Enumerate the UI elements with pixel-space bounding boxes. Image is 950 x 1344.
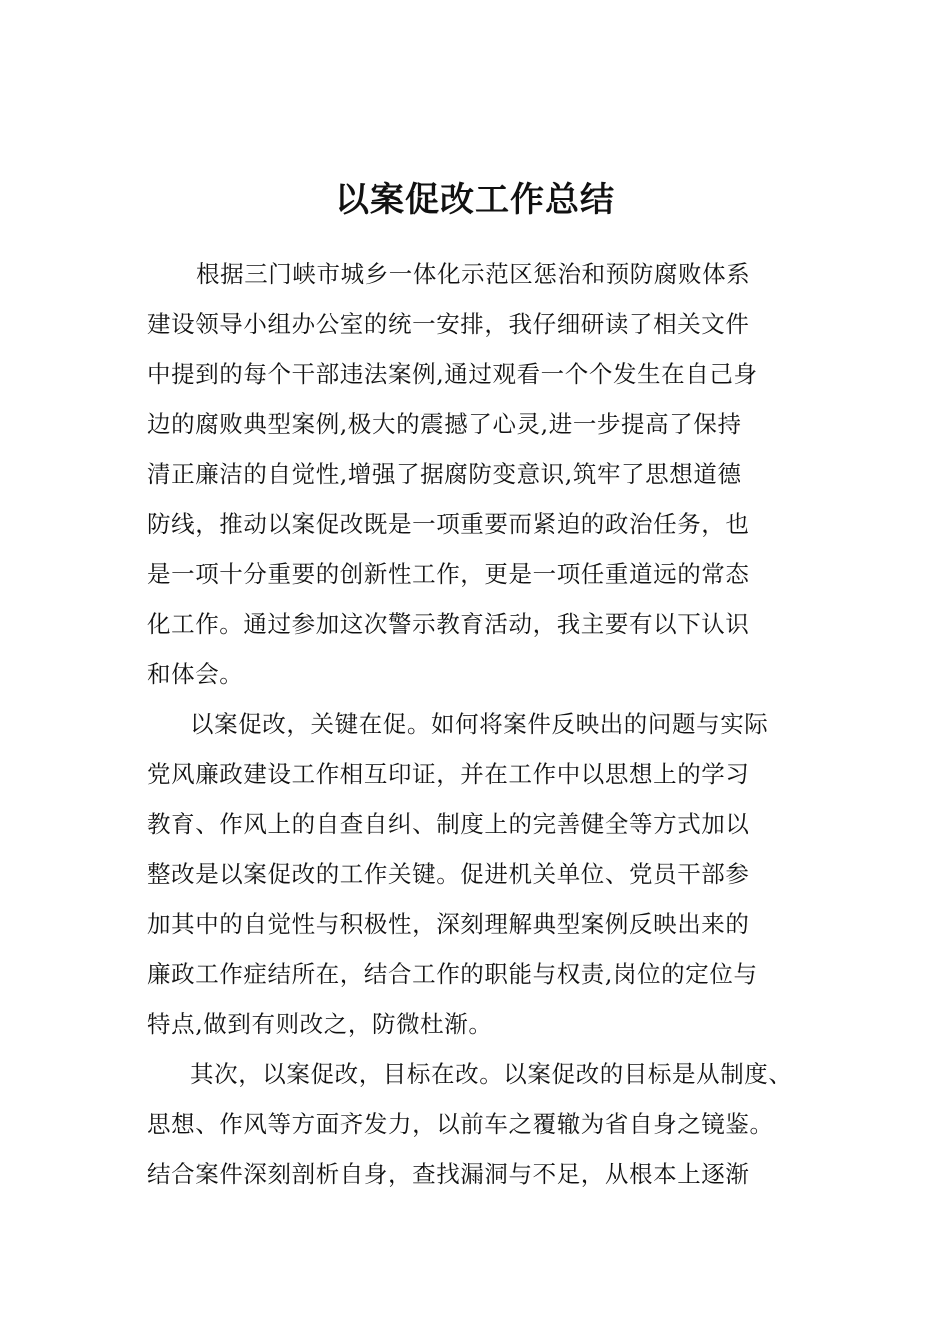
paragraph-line: 加其中的自觉性与积极性，深刻理解典型案例反映出来的 (147, 910, 750, 938)
paragraph-line: 防线，推动以案促改既是一项重要而紧迫的政治任务，也 (147, 510, 750, 538)
paragraph-line: 根据三门峡市城乡一体化示范区惩治和预防腐败体系 (196, 260, 751, 288)
paragraph-line: 结合案件深刻剖析自身，查找漏洞与不足，从根本上逐渐 (147, 1160, 750, 1188)
paragraph-line: 和体会。 (147, 660, 244, 688)
paragraph-line: 中提到的每个干部违法案例,通过观看一个个发生在自己身 (147, 360, 758, 388)
paragraph-line: 以案促改，关键在促。如何将案件反映出的问题与实际 (190, 710, 769, 738)
document-title: 以案促改工作总结 (335, 180, 615, 220)
paragraph-line: 整改是以案促改的工作关键。促进机关单位、党员干部参 (147, 860, 750, 888)
paragraph-line: 教育、作风上的自查自纠、制度上的完善健全等方式加以 (147, 810, 750, 838)
paragraph-line: 特点,做到有则改之，防微杜渐。 (147, 1010, 493, 1038)
paragraph-line: 思想、作风等方面齐发力，以前车之覆辙为省自身之镜鉴。 (147, 1110, 774, 1138)
paragraph-line: 其次，以案促改，目标在改。以案促改的目标是从制度、 (190, 1060, 793, 1088)
paragraph-line: 清正廉洁的自觉性,增强了据腐防变意识,筑牢了思想道德 (147, 460, 742, 488)
paragraph-line: 边的腐败典型案例,极大的震撼了心灵,进一步提高了保持 (147, 410, 742, 438)
paragraph-line: 化工作。通过参加这次警示教育活动，我主要有以下认识 (147, 610, 750, 638)
paragraph-line: 是一项十分重要的创新性工作，更是一项任重道远的常态 (147, 560, 750, 588)
paragraph-line: 党风廉政建设工作相互印证，并在工作中以思想上的学习 (147, 760, 750, 788)
paragraph-line: 建设领导小组办公室的统一安排，我仔细研读了相关文件 (147, 310, 750, 338)
paragraph-line: 廉政工作症结所在，结合工作的职能与权责,岗位的定位与 (147, 960, 758, 988)
